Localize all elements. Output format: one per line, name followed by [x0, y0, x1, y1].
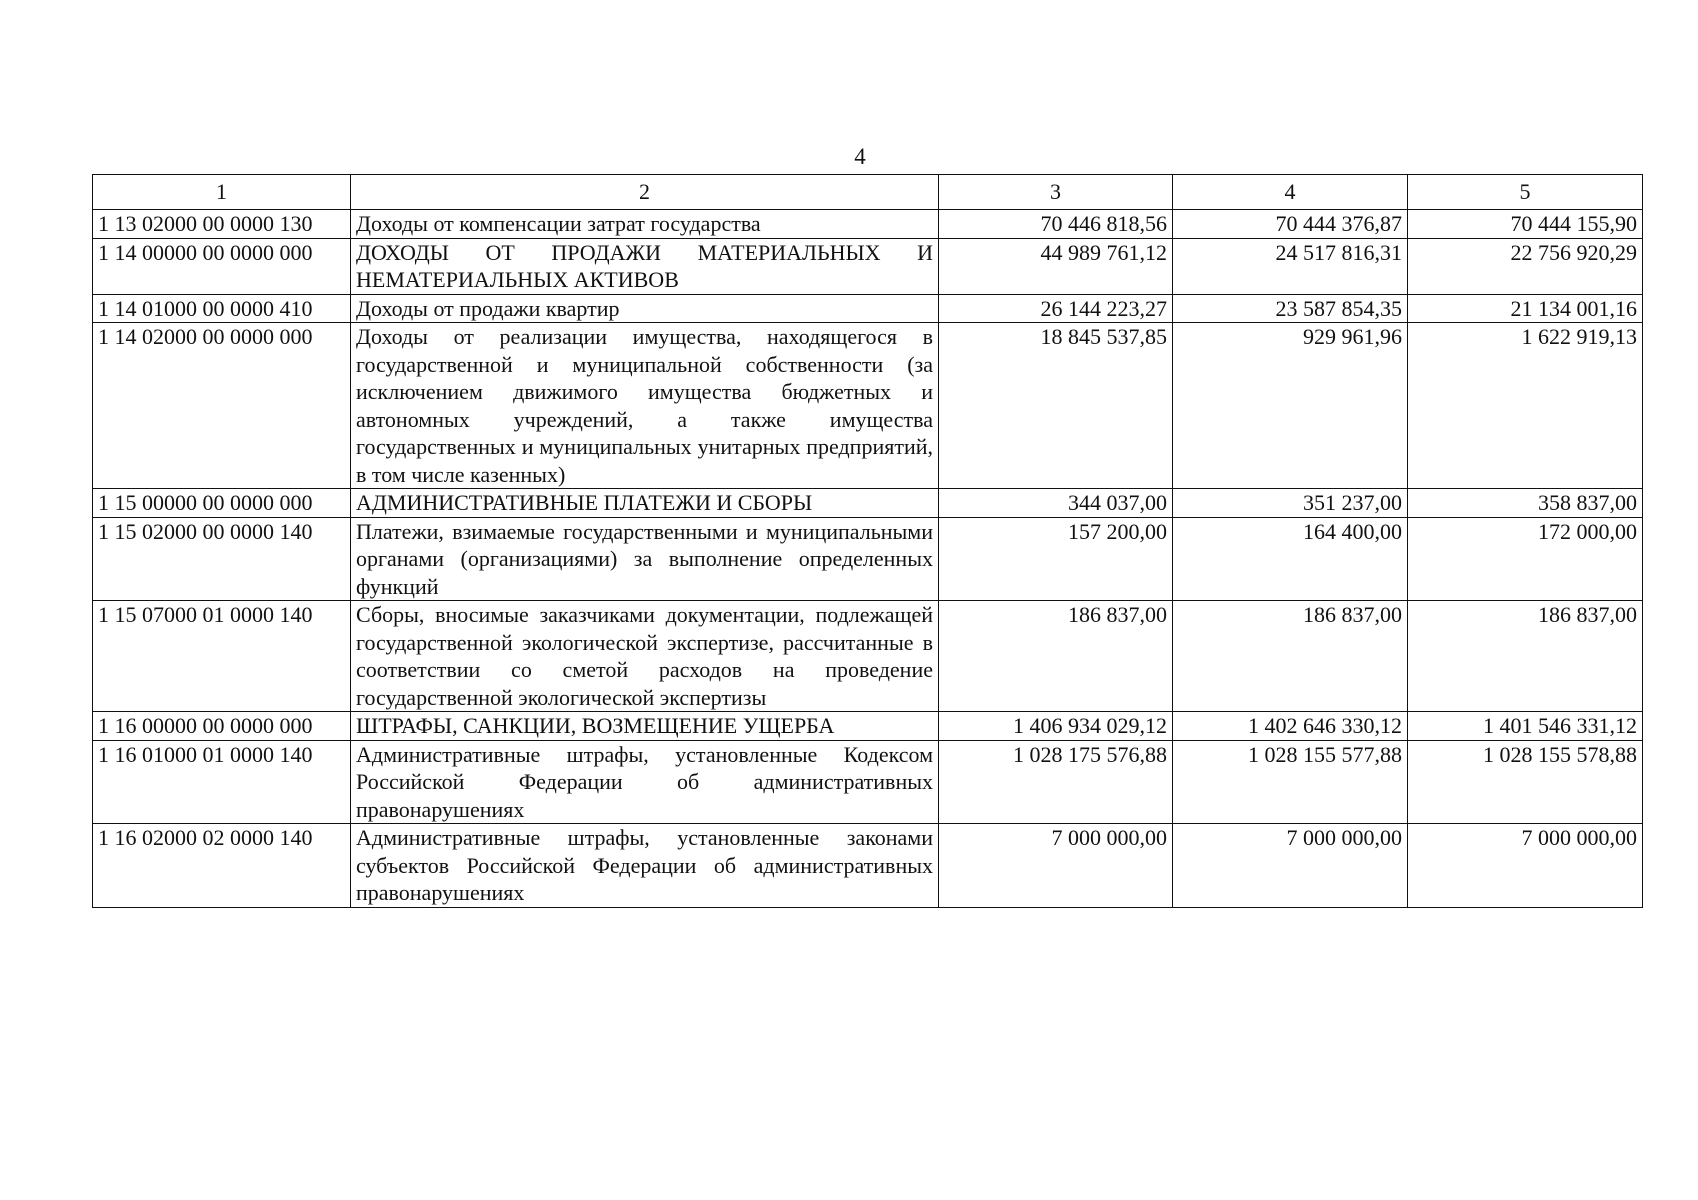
- amount-col-4: 7 000 000,00: [1173, 824, 1408, 908]
- revenue-name: Доходы от продажи квартир: [351, 294, 939, 323]
- table-header: [93, 175, 1643, 210]
- budget-code: 1 13 02000 00 0000 130: [93, 210, 351, 239]
- amount-col-4: 186 837,00: [1173, 601, 1408, 712]
- revenue-name: Административные штрафы, установленные законами субъектов Российской Федерации об административных правонарушениях: [351, 824, 939, 908]
- revenue-name: ДОХОДЫ ОТ ПРОДАЖИ МАТЕРИАЛЬНЫХ И НЕМАТЕРИАЛЬНЫХ АКТИВОВ: [351, 238, 939, 294]
- budget-code: 1 14 01000 00 0000 410: [93, 294, 351, 323]
- column-header-1: 1: [93, 175, 351, 210]
- revenue-name: Доходы от реализации имущества, находящегося в государственной и муниципальной собственности (за исключением движимого имущества бюджетных и автономных учреждений, а также имущества государственных и муниципальных унитарных предприятий, в том числе казенных): [351, 323, 939, 489]
- table-row: [93, 712, 1643, 741]
- amount-col-5: 1 028 155 578,88: [1408, 740, 1643, 824]
- amount-col-3: 1 028 175 576,88: [939, 740, 1173, 824]
- amount-col-4: 929 961,96: [1173, 323, 1408, 489]
- page-number: 4: [854, 144, 866, 169]
- revenue-name: Платежи, взимаемые государственными и муниципальными органами (организациями) за выполнение определенных функций: [351, 517, 939, 601]
- table-row: [93, 323, 1643, 489]
- budget-code: 1 15 02000 00 0000 140: [93, 517, 351, 601]
- amount-col-4: 70 444 376,87: [1173, 210, 1408, 239]
- amount-col-5: 21 134 001,16: [1408, 294, 1643, 323]
- amount-col-4: 351 237,00: [1173, 489, 1408, 518]
- amount-col-5: 1 401 546 331,12: [1408, 712, 1643, 741]
- amount-col-5: 358 837,00: [1408, 489, 1643, 518]
- revenue-name: АДМИНИСТРАТИВНЫЕ ПЛАТЕЖИ И СБОРЫ: [351, 489, 939, 518]
- budget-code: 1 15 07000 01 0000 140: [93, 601, 351, 712]
- table-row: [93, 294, 1643, 323]
- amount-col-4: 1 028 155 577,88: [1173, 740, 1408, 824]
- amount-col-3: 70 446 818,56: [939, 210, 1173, 239]
- amount-col-3: 26 144 223,27: [939, 294, 1173, 323]
- amount-col-5: 1 622 919,13: [1408, 323, 1643, 489]
- revenue-name: Доходы от компенсации затрат государства: [351, 210, 939, 239]
- amount-col-3: 44 989 761,12: [939, 238, 1173, 294]
- budget-code: 1 15 00000 00 0000 000: [93, 489, 351, 518]
- table-body: [93, 210, 1643, 908]
- table-row: [93, 489, 1643, 518]
- budget-revenue-table: [92, 174, 1643, 908]
- table-row: [93, 601, 1643, 712]
- amount-col-4: 164 400,00: [1173, 517, 1408, 601]
- amount-col-3: 157 200,00: [939, 517, 1173, 601]
- budget-code: 1 16 02000 02 0000 140: [93, 824, 351, 908]
- amount-col-5: 172 000,00: [1408, 517, 1643, 601]
- amount-col-5: 70 444 155,90: [1408, 210, 1643, 239]
- budget-code: 1 16 00000 00 0000 000: [93, 712, 351, 741]
- table-row: [93, 238, 1643, 294]
- table-row: [93, 740, 1643, 824]
- amount-col-3: 7 000 000,00: [939, 824, 1173, 908]
- budget-code: 1 14 02000 00 0000 000: [93, 323, 351, 489]
- revenue-name: Сборы, вносимые заказчиками документации, подлежащей государственной экологической экспертизе, рассчитанные в соответствии со сметой расходов на проведение государственной экологической экспертизы: [351, 601, 939, 712]
- column-header-4: 4: [1173, 175, 1408, 210]
- header-row: [93, 175, 1643, 210]
- amount-col-3: 344 037,00: [939, 489, 1173, 518]
- amount-col-5: 7 000 000,00: [1408, 824, 1643, 908]
- table-row: [93, 210, 1643, 239]
- column-header-2: 2: [351, 175, 939, 210]
- revenue-name: ШТРАФЫ, САНКЦИИ, ВОЗМЕЩЕНИЕ УЩЕРБА: [351, 712, 939, 741]
- table-row: [93, 824, 1643, 908]
- column-header-3: 3: [939, 175, 1173, 210]
- amount-col-4: 1 402 646 330,12: [1173, 712, 1408, 741]
- budget-code: 1 14 00000 00 0000 000: [93, 238, 351, 294]
- table-row: [93, 517, 1643, 601]
- amount-col-5: 186 837,00: [1408, 601, 1643, 712]
- revenue-name: Административные штрафы, установленные Кодексом Российской Федерации об административных правонарушениях: [351, 740, 939, 824]
- amount-col-3: 186 837,00: [939, 601, 1173, 712]
- amount-col-3: 1 406 934 029,12: [939, 712, 1173, 741]
- amount-col-4: 24 517 816,31: [1173, 238, 1408, 294]
- amount-col-4: 23 587 854,35: [1173, 294, 1408, 323]
- amount-col-3: 18 845 537,85: [939, 323, 1173, 489]
- amount-col-5: 22 756 920,29: [1408, 238, 1643, 294]
- column-header-5: 5: [1408, 175, 1643, 210]
- budget-code: 1 16 01000 01 0000 140: [93, 740, 351, 824]
